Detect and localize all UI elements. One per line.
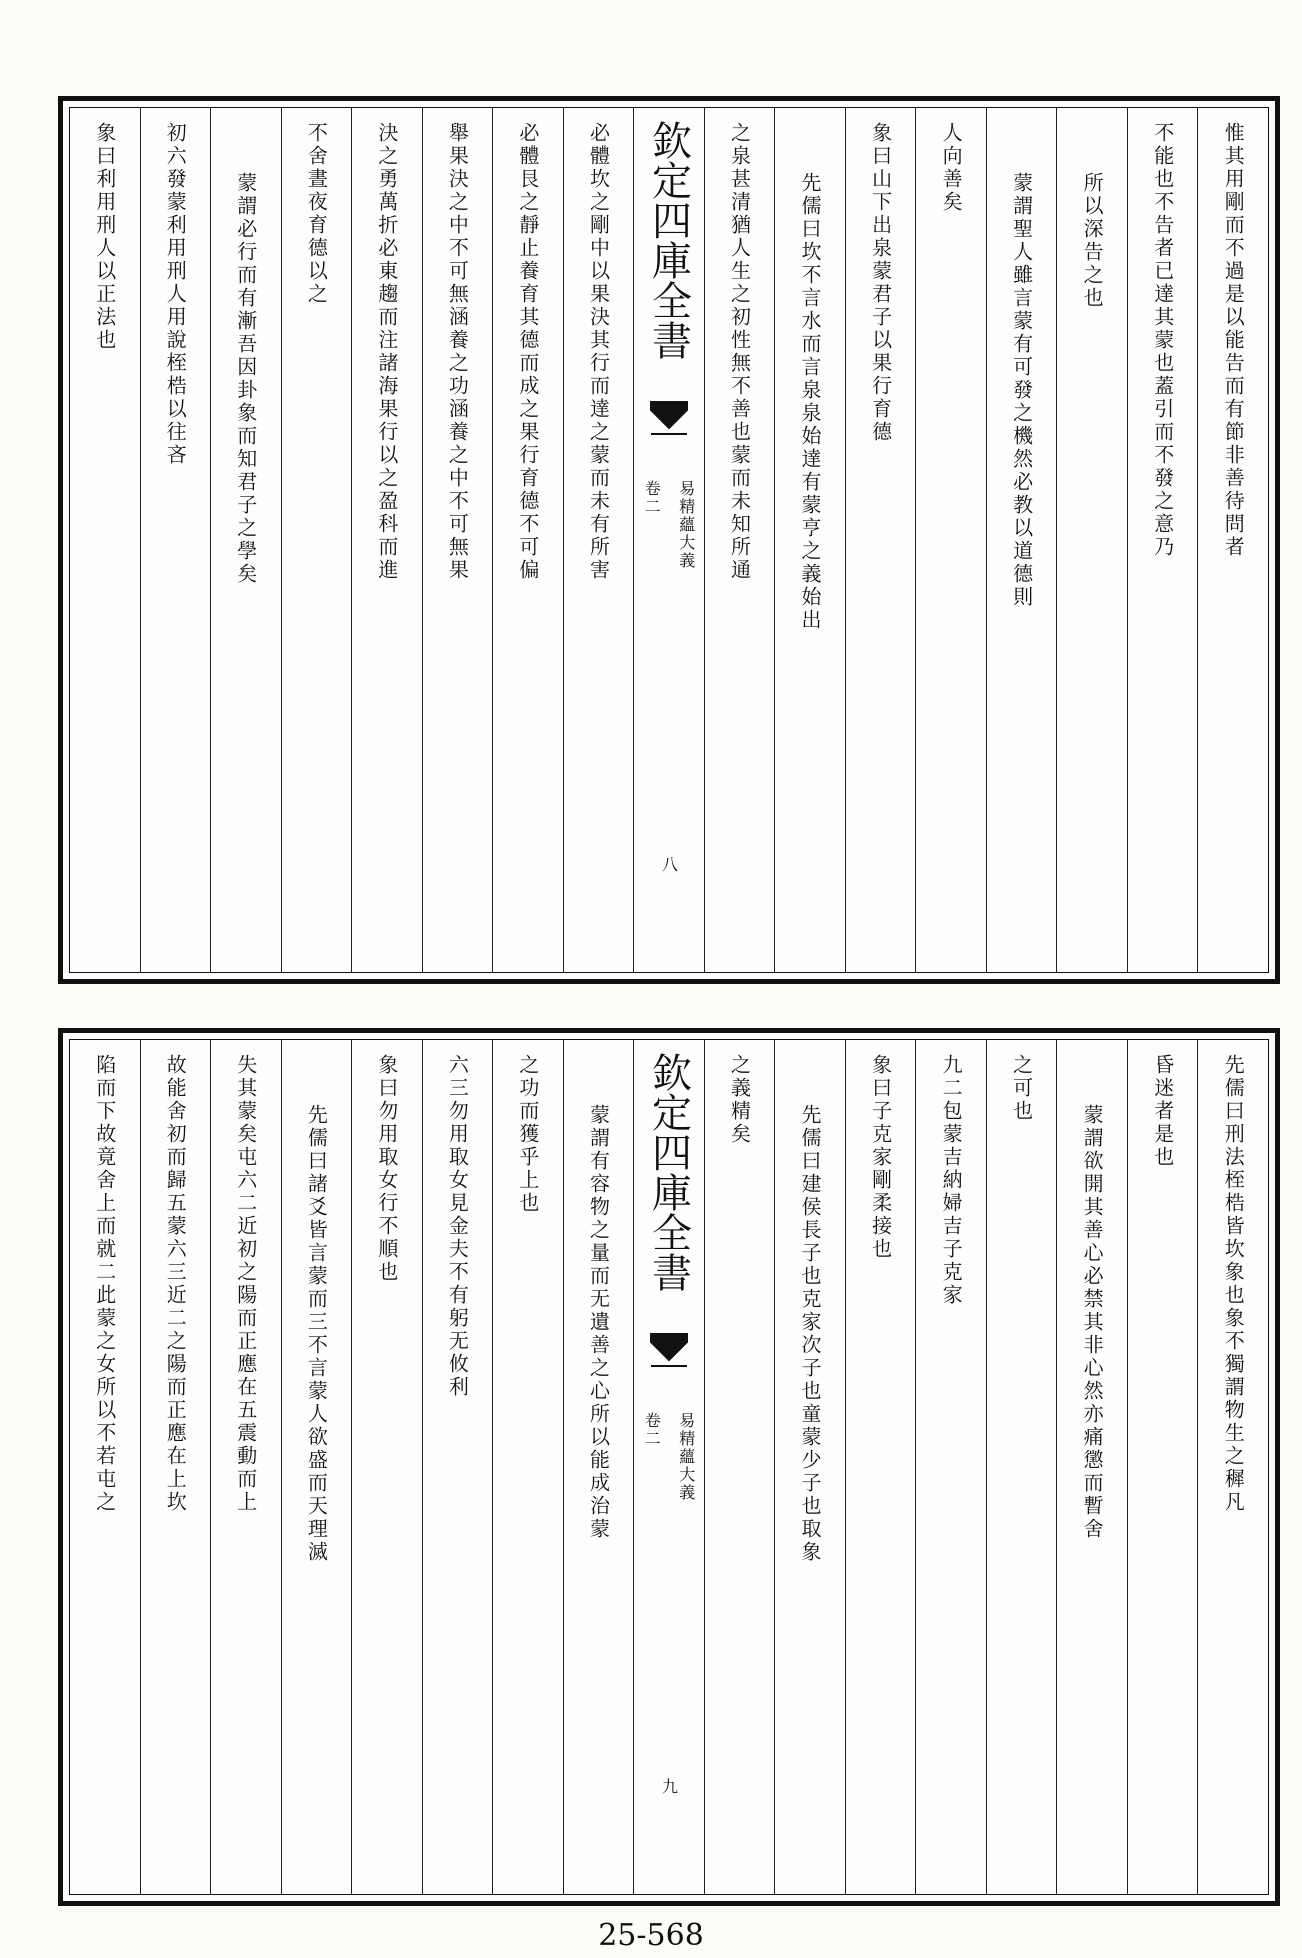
text-column — [422, 108, 493, 972]
text-column — [140, 108, 211, 972]
column-text: 之泉甚清猶人生之初性無不善也蒙而未知所通 — [727, 122, 752, 582]
column-text: 先儒曰諸爻皆言蒙而三不言蒙人欲盛而天理滅 — [304, 1104, 329, 1564]
column-text: 九二包蒙吉納婦吉子克家 — [939, 1054, 964, 1307]
folio-number: 九 — [659, 1778, 679, 1794]
center-fold-column — [633, 1040, 704, 1894]
volume-label: 卷二 — [642, 1412, 662, 1448]
text-column — [1127, 1040, 1198, 1894]
column-text: 蒙謂有容物之量而无遺善之心所以能成治蒙 — [586, 1104, 611, 1541]
column-text: 象曰子克家剛柔接也 — [868, 1054, 893, 1261]
column-text: 初六發蒙利用刑人用說桎梏以往吝 — [163, 122, 188, 467]
folio-number: 八 — [659, 856, 679, 872]
text-column — [281, 1040, 352, 1894]
column-text: 蒙謂欲開其善心必禁其非心然亦痛懲而暫舍 — [1080, 1104, 1105, 1541]
column-text: 象曰勿用取女行不順也 — [374, 1054, 399, 1284]
column-text: 失其蒙矣屯六二近初之陽而正應在五震動而上 — [233, 1054, 258, 1514]
text-column — [1056, 1040, 1127, 1894]
column-text: 昏迷者是也 — [1150, 1054, 1175, 1169]
page-number: 25-568 — [598, 1918, 704, 1953]
text-column — [351, 108, 422, 972]
text-column — [1197, 1040, 1268, 1894]
column-text: 人向善矣 — [939, 122, 964, 214]
column-text: 不舍晝夜育德以之 — [304, 122, 329, 306]
text-column — [1056, 108, 1127, 972]
text-column — [281, 108, 352, 972]
fish-tail-mark-icon — [649, 1330, 689, 1370]
text-column — [210, 1040, 281, 1894]
column-text: 象曰山下出泉蒙君子以果行育德 — [868, 122, 893, 444]
column-text: 之功而獲乎上也 — [515, 1054, 540, 1215]
column-text: 先儒曰刑法桎梏皆坎象也象不獨謂物生之穉凡 — [1221, 1054, 1246, 1514]
text-column — [70, 1040, 140, 1894]
text-column — [704, 1040, 775, 1894]
header-title: 欽定四庫全書 — [645, 1052, 692, 1292]
volume-label: 卷二 — [642, 480, 662, 516]
text-column — [563, 1040, 634, 1894]
column-text: 惟其用剛而不過是以能告而有節非善待問者 — [1221, 122, 1246, 559]
text-column — [492, 108, 563, 972]
book-title-label: 易精蘊大義 — [676, 1412, 696, 1502]
column-text: 必體艮之靜止養育其德而成之果行育德不可偏 — [515, 122, 540, 582]
text-column — [845, 1040, 916, 1894]
lower-page-columns — [69, 1039, 1269, 1895]
text-column — [351, 1040, 422, 1894]
text-column — [915, 108, 986, 972]
text-column — [1197, 108, 1268, 972]
column-text: 之可也 — [1009, 1054, 1034, 1123]
column-text: 所以深告之也 — [1080, 172, 1105, 310]
column-text: 決之勇萬折必東趨而注諸海果行以之盈科而進 — [374, 122, 399, 582]
text-column — [70, 108, 140, 972]
text-column — [986, 1040, 1057, 1894]
column-text: 蒙謂聖人雖言蒙有可發之機然必教以道德則 — [1009, 172, 1034, 609]
column-text: 先儒曰坎不言水而言泉泉始達有蒙亨之義始出 — [798, 172, 823, 632]
book-title-label: 易精蘊大義 — [676, 480, 696, 570]
text-column — [774, 1040, 845, 1894]
column-text: 舉果決之中不可無涵養之功涵養之中不可無果 — [445, 122, 470, 582]
center-fold-column — [633, 108, 704, 972]
text-column — [492, 1040, 563, 1894]
text-column — [1127, 108, 1198, 972]
column-text: 故能舍初而歸五蒙六三近二之陽而正應在上坎 — [163, 1054, 188, 1514]
column-text: 六三勿用取女見金夫不有躬无攸利 — [445, 1054, 470, 1399]
column-text: 陷而下故竟舍上而就二此蒙之女所以不若屯之 — [92, 1054, 117, 1514]
text-column — [210, 108, 281, 972]
upper-page — [58, 96, 1280, 984]
column-text: 象曰利用刑人以正法也 — [92, 122, 117, 352]
text-column — [140, 1040, 211, 1894]
column-text: 之義精矣 — [727, 1054, 752, 1146]
column-text: 必體坎之剛中以果決其行而達之蒙而未有所害 — [586, 122, 611, 582]
text-column — [845, 108, 916, 972]
text-column — [774, 108, 845, 972]
text-column — [704, 108, 775, 972]
text-column — [422, 1040, 493, 1894]
text-column — [986, 108, 1057, 972]
header-title: 欽定四庫全書 — [645, 120, 692, 360]
upper-page-columns — [69, 107, 1269, 973]
column-text: 蒙謂必行而有漸吾因卦象而知君子之學矣 — [233, 172, 258, 586]
fish-tail-mark-icon — [649, 398, 689, 438]
text-column — [563, 108, 634, 972]
column-text: 先儒曰建侯長子也克家次子也童蒙少子也取象 — [798, 1104, 823, 1564]
text-column — [915, 1040, 986, 1894]
lower-page — [58, 1028, 1280, 1906]
column-text: 不能也不告者已達其蒙也蓋引而不發之意乃 — [1150, 122, 1175, 559]
